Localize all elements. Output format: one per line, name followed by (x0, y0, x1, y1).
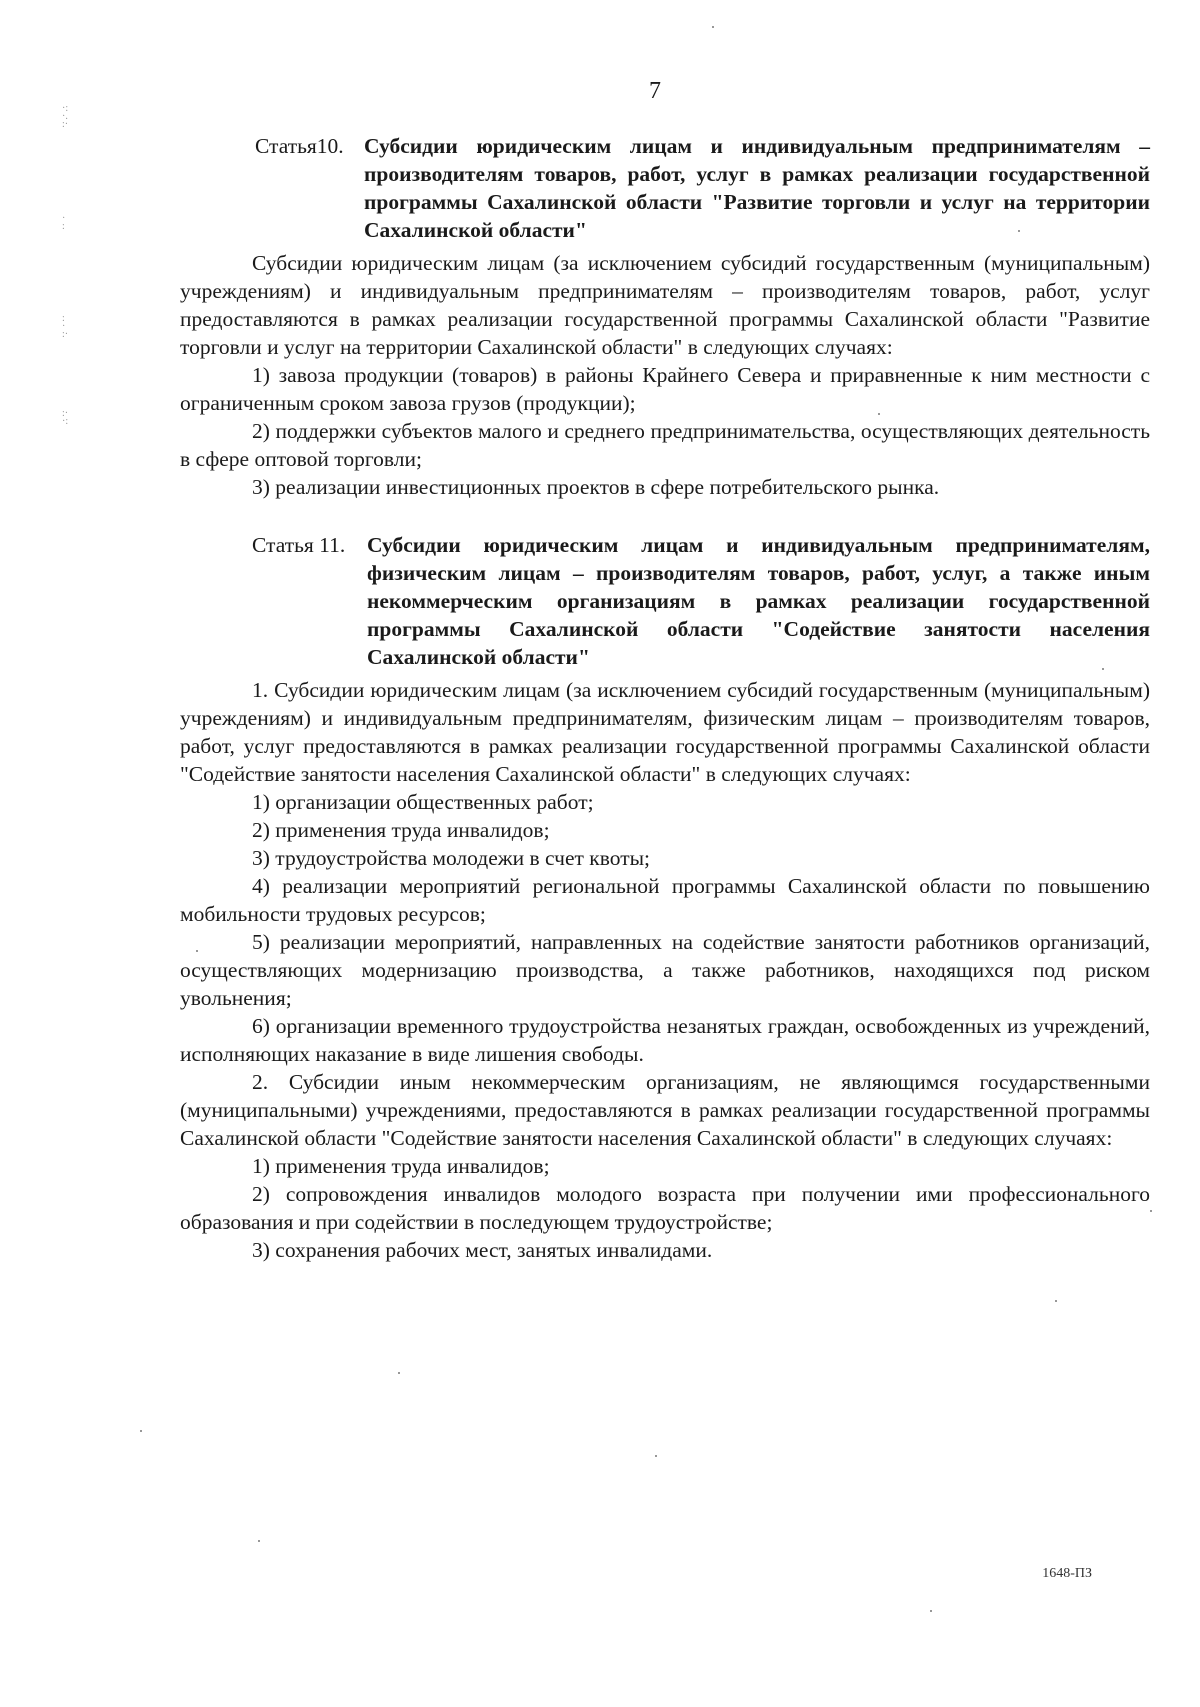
article-10-label-word: Статья (255, 134, 317, 158)
article-11-part-1-item: 4) реализации мероприятий региональной программы Сахалинской области по повышению мобильности трудовых ресурсов; (180, 874, 1150, 926)
article-11-label: Статья 11. (252, 533, 346, 557)
scan-speckle (1102, 668, 1104, 670)
scan-speckle (930, 1610, 932, 1612)
scan-speckle (878, 413, 880, 415)
article-10-item: 2) поддержки субъектов малого и среднего предпринимательства, осуществляющих деятельность в сфере оптовой торговли; (180, 419, 1150, 471)
article-10-intro: Субсидии юридическим лицам (за исключением субсидий государственным (муниципальным) учреждениям) и индивидуальным предпринимателям – производителям товаров, работ, услуг предоставляются в рамках реализации государственной программы Сахалинской области "Развитие торговли и услуг на территории Сахалинской области" в следующих случаях: (180, 251, 1150, 359)
scan-speckle (140, 1430, 142, 1432)
article-11-part-1-intro: 1. Субсидии юридическим лицам (за исключением субсидий государственным (муниципальным) учреждениям) и индивидуальным предпринимателям, физическим лицам – производителям товаров, работ, услуг предоставляются в рамках реализации государственной программы Сахалинской области "Содействие занятости населения Сахалинской области" в следующих случаях: (180, 678, 1150, 786)
scan-speckle (655, 1455, 657, 1457)
article-10-item: 3) реализации инвестиционных проектов в сфере потребительского рынка. (252, 475, 940, 499)
article-11-part-1-item: 2) применения труда инвалидов; (252, 818, 550, 842)
scan-speckle (258, 1540, 260, 1542)
scan-speckle (196, 950, 198, 952)
scan-margin-mark: ·: ·. :· (62, 103, 69, 130)
article-11-part-2-item: 2) сопровождения инвалидов молодого возраста при получении ими профессионального образования и при содействии в последующем трудоустройстве; (180, 1182, 1150, 1234)
article-11-part-1-item: 6) организации временного трудоустройства незанятых граждан, освобожденных из учреждений, исполняющих наказание в виде лишения свободы. (180, 1014, 1150, 1066)
article-11-heading (180, 531, 1150, 671)
article-11-part-1-item: 3) трудоустройства молодежи в счет квоты; (252, 846, 651, 870)
article-11-title: Субсидии юридическим лицам и индивидуальным предпринимателям, физическим лицам – производителям товаров, работ, услуг, а также иным некоммерческим организациям в рамках реализации государственной программы Сахалинской области "Содействие занятости населения Сахалинской области" (367, 533, 1150, 669)
article-10-item: 1) завоза продукции (товаров) в районы Крайнего Севера и приравненные к ним местности с ограниченным сроком завоза грузов (продукции); (180, 363, 1150, 415)
scan-speckle (712, 26, 714, 28)
page-number: 7 (649, 78, 661, 104)
scan-speckle (1150, 1210, 1152, 1212)
scan-speckle (1018, 230, 1020, 232)
scan-margin-mark: : · :· (62, 313, 69, 340)
article-11-part-2-intro: 2. Субсидии иным некоммерческим организациям, не являющимся государственными (муниципальными) учреждениями, предоставляются в рамках реализации государственной программы Сахалинской области "Содействие занятости населения Сахалинской области" в следующих случаях: (180, 1070, 1150, 1150)
article-10-title: Субсидии юридическим лицам и индивидуальным предпринимателям – производителям товаров, работ, услуг в рамках реализации государственной программы Сахалинской области "Развитие торговли и услуг на территории Сахалинской области" (364, 134, 1150, 242)
article-11-part-1-item: 5) реализации мероприятий, направленных на содействие занятости работников организаций, осуществляющих модернизацию производства, а также работников, находящихся под риском увольнения; (180, 930, 1150, 1010)
article-11-part-1-item: 1) организации общественных работ; (252, 790, 594, 814)
scan-speckle (1055, 1300, 1057, 1302)
scan-speckle (398, 1372, 400, 1374)
article-11-part-2-item: 1) применения труда инвалидов; (252, 1154, 550, 1178)
scan-margin-mark: · : (62, 213, 66, 232)
document-code: 1648-ПЗ (1042, 1566, 1092, 1581)
document-body (180, 132, 1150, 1264)
article-10-label-number: 10. (316, 134, 344, 158)
article-10-label (180, 132, 364, 160)
scan-margin-mark: :· ·: (62, 408, 69, 427)
article-11-part-2-item: 3) сохранения рабочих мест, занятых инвалидами. (252, 1238, 713, 1262)
article-10-heading (180, 132, 1150, 244)
